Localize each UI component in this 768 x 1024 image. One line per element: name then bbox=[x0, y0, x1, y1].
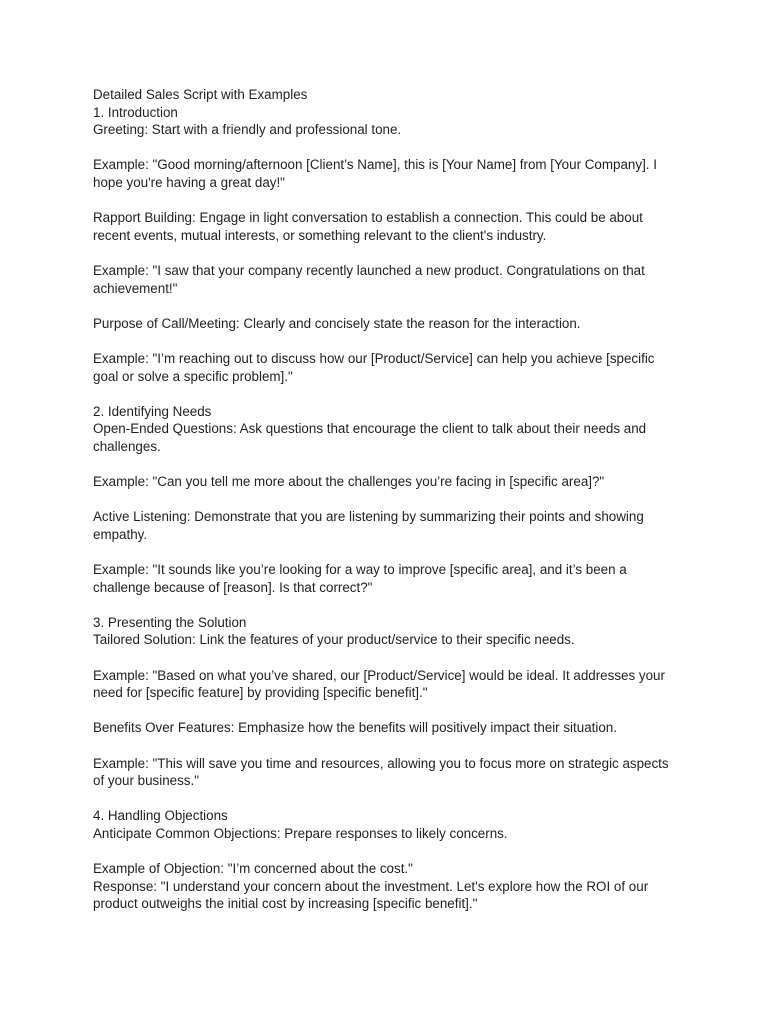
spacer bbox=[93, 297, 678, 315]
paragraph-listening-example: Example: "It sounds like you’re looking for a way to improve [specific area], and it’s been a challenge because of [reason]. Is that correct?" bbox=[93, 562, 627, 595]
paragraph-questions-example: Example: "Can you tell me more about the challenges you’re facing in [specific area]?" bbox=[93, 474, 605, 490]
paragraph-anticipate-objections: Anticipate Common Objections: Prepare responses to likely concerns. bbox=[93, 825, 508, 841]
paragraph-purpose: Purpose of Call/Meeting: Clearly and concisely state the reason for the interaction. bbox=[93, 315, 581, 331]
spacer bbox=[93, 385, 678, 403]
spacer bbox=[93, 543, 678, 561]
paragraph-greeting: Greeting: Start with a friendly and professional tone. bbox=[93, 122, 402, 138]
paragraph-rapport-example: Example: "I saw that your company recently launched a new product. Congratulations on that achievement!" bbox=[93, 262, 645, 296]
paragraph-benefits-example: Example: "This will save you time and resources, allowing you to focus more on strategic aspects of your business." bbox=[93, 755, 669, 789]
document-title: Detailed Sales Script with Examples bbox=[93, 87, 308, 102]
paragraph-active-listening: Active Listening: Demonstrate that you are listening by summarizing their points and showing empathy. bbox=[93, 509, 644, 542]
paragraph-purpose-example: Example: "I’m reaching out to discuss how our [Product/Service] can help you achieve [specific goal or solve a specific problem]." bbox=[93, 350, 655, 384]
spacer bbox=[93, 244, 678, 262]
spacer bbox=[93, 139, 678, 157]
spacer bbox=[93, 649, 678, 667]
paragraph-open-ended-questions: Open-Ended Questions: Ask questions that encourage the client to talk about their needs and challenges. bbox=[93, 421, 647, 454]
spacer bbox=[93, 737, 678, 755]
document-page bbox=[93, 86, 678, 913]
spacer bbox=[93, 702, 678, 720]
paragraph-tailored-solution: Tailored Solution: Link the features of your product/service to their specific needs. bbox=[93, 632, 575, 648]
section-heading-identifying-needs: 2. Identifying Needs bbox=[93, 403, 212, 419]
section-heading-presenting-solution: 3. Presenting the Solution bbox=[93, 614, 247, 630]
section-heading-introduction: 1. Introduction bbox=[93, 104, 178, 120]
paragraph-objection-example: Example of Objection: "I’m concerned about the cost." bbox=[93, 861, 413, 877]
spacer bbox=[93, 491, 678, 509]
spacer bbox=[93, 455, 678, 473]
paragraph-solution-example: Example: "Based on what you’ve shared, our [Product/Service] would be ideal. It addresses your need for [specific feature] by providing [specific benefit]." bbox=[93, 667, 665, 701]
spacer bbox=[93, 790, 678, 808]
paragraph-greeting-example: Example: "Good morning/afternoon [Client’s Name], this is [Your Name] from [Your Company]. I hope you're having a great day!" bbox=[93, 157, 657, 190]
spacer bbox=[93, 192, 678, 210]
paragraph-objection-response: Response: "I understand your concern about the investment. Let's explore how the ROI of our product outweighs the initial cost by increasing [specific benefit]." bbox=[93, 878, 649, 912]
paragraph-rapport-building: Rapport Building: Engage in light conversation to establish a connection. This could be about recent events, mutual interests, or something relevant to the client's industry. bbox=[93, 210, 643, 243]
paragraph-benefits-over-features: Benefits Over Features: Emphasize how the benefits will positively impact their situation. bbox=[93, 720, 617, 736]
spacer bbox=[93, 332, 678, 350]
section-heading-handling-objections: 4. Handling Objections bbox=[93, 808, 228, 824]
spacer bbox=[93, 596, 678, 614]
spacer bbox=[93, 843, 678, 861]
